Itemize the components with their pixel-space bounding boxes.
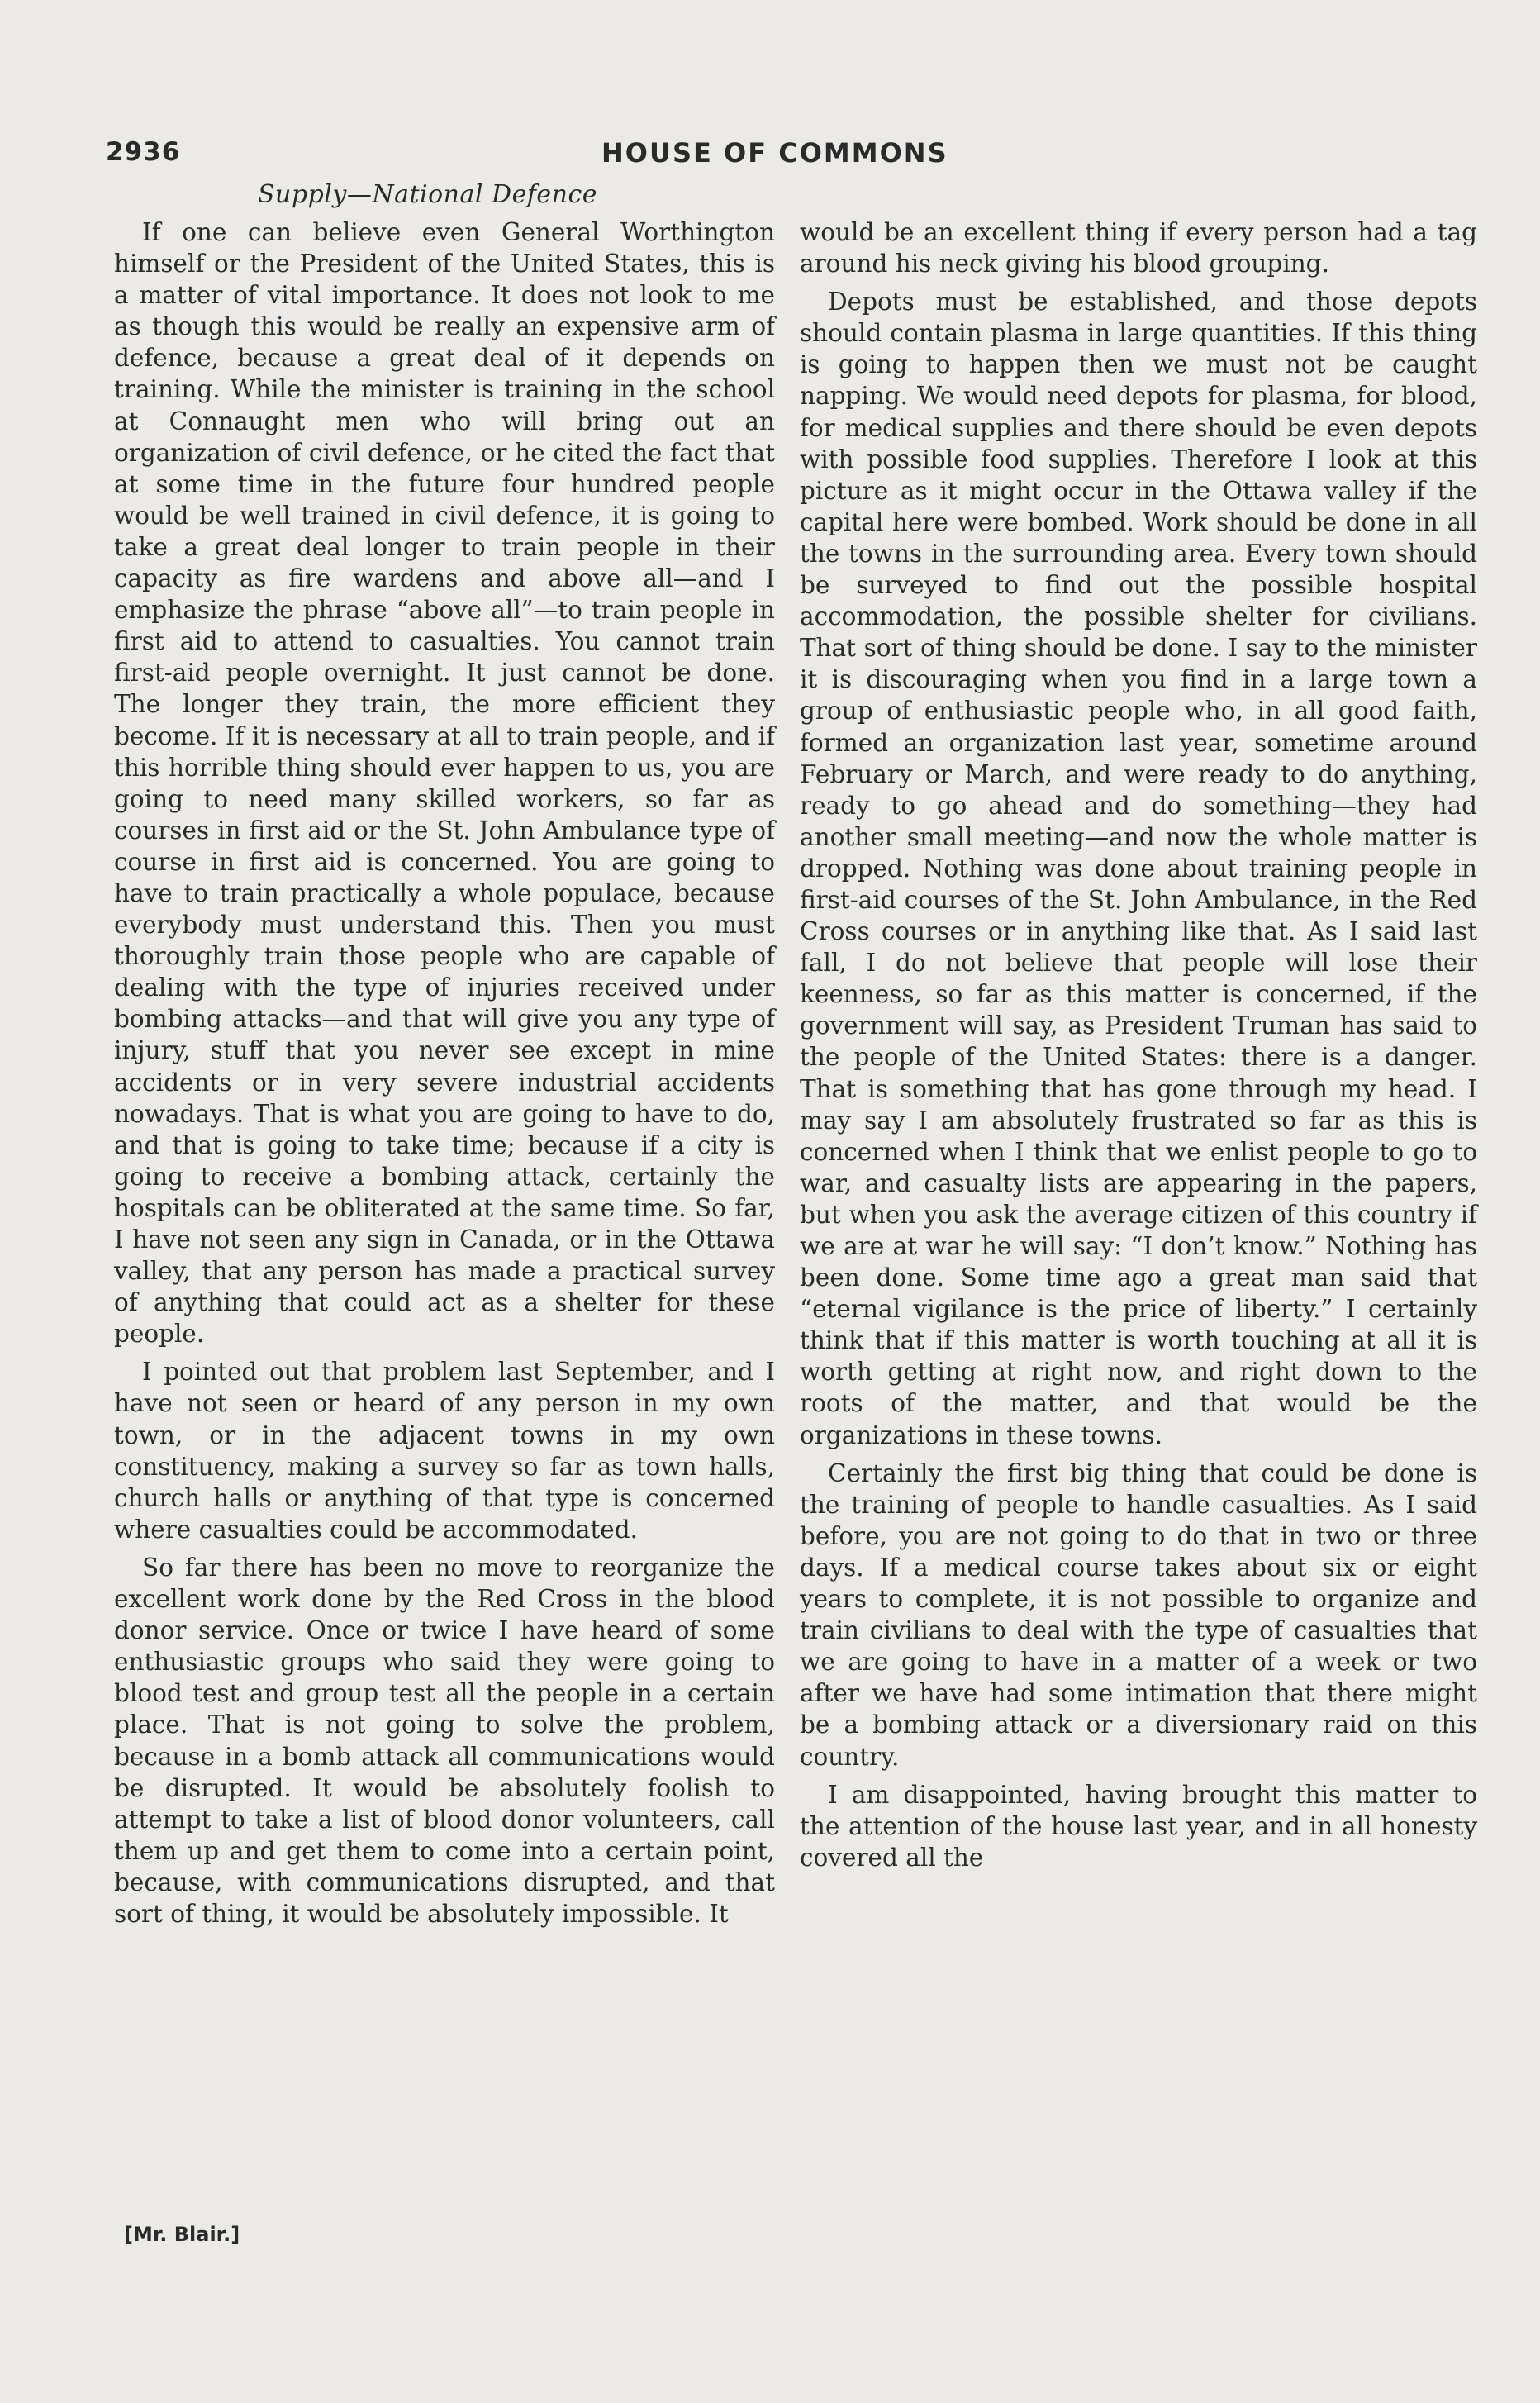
left-column [114, 217, 775, 1936]
paragraph: If one can believe even General Worthington himself or the President of the United States, this is a matter of vital importance. It does not look to me as though this would be really an expensive arm of defence, because a great deal of it depends on training. While the minister is training in the school at Connaught men who will bring out an organization of civil defence, or he cited the fact that at some time in the future four hundred people would be well trained in civil defence, it is going to take a great deal longer to train people in their capacity as fire wardens and above all—and I emphasize the phrase “above all”—to train people in first aid to attend to casualties. You cannot train first-aid people overnight. It just cannot be done. The longer they train, the more efficient they become. If it is necessary at all to train people, and if this horrible thing should ever happen to us, you are going to need many skilled workers, so far as courses in first aid or the St. John Ambulance type of course in first aid is concerned. You are going to have to train practically a whole populace, because everybody must understand this. Then you must thoroughly train those people who are capable of dealing with the type of injuries received under bombing attacks—and that will give you any type of injury, stuff that you never see except in mine accidents or in very severe industrial accidents nowadays. That is what you are going to have to do, and that is going to take time; because if a city is going to receive a bombing attack, certainly the hospitals can be obliterated at the same time. So far, I have not seen any sign in Canada, or in the Ottawa valley, that any person has made a practical survey of anything that could act as a shelter for these people. [114, 218, 775, 1349]
page-number: 2936 [106, 137, 181, 167]
running-head: Supply—National Defence [258, 180, 598, 209]
page-title: HOUSE OF COMMONS [601, 137, 948, 169]
right-column [800, 217, 1477, 1880]
paragraph: Depots must be established, and those depots should contain plasma in large quantities. If this thing is going to happen then we must not be caught napping. We would need depots for plasma, for blood, for medical supplies and there should be even depots with possible food supplies. Therefore I look at this picture as it might occur in the Ottawa valley if the capital here were bombed. Work should be done in all the towns in the surrounding area. Every town should be surveyed to find out the possible hospital accommodation, the possible shelter for civilians. That sort of thing should be done. I say to the minister it is discouraging when you find in a large town a group of enthusiastic people who, in all good faith, formed an organization last year, sometime around February or March, and were ready to do anything, ready to go ahead and do something—they had another small meeting—and now the whole matter is dropped. Nothing was done about training people in first-aid courses of the St. John Ambulance, in the Red Cross courses or in anything like that. As I said last fall, I do not believe that people will lose their keenness, so far as this matter is concerned, if the government will say, as President Truman has said to the people of the United States: there is a danger. That is something that has gone through my head. I may say I am absolutely frustrated so far as this is concerned when I think that we enlist people to go to war, and casualty lists are appearing in the papers, but when you ask the average citizen of this country if we are at war he will say: “I don’t know.” Nothing has been done. Some time ago a great man said that “eternal vigilance is the price of liberty.” I certainly think that if this matter is worth touching at all it is worth getting at right now, and right down to the roots of the matter, and that would be the organizations in these towns. [800, 288, 1477, 1449]
page-header [106, 137, 1477, 178]
paragraph: I am disappointed, having brought this matter to the attention of the house last year, and in all honesty covered all the [800, 1780, 1477, 1872]
paragraph-continuation: would be an excellent thing if every person had a tag around his neck giving his blood grouping. [800, 218, 1477, 278]
paragraph: I pointed out that problem last September, and I have not seen or heard of any person in my own town, or in the adjacent towns in my own constituency, making a survey so far as town halls, church halls or anything of that type is concerned where casualties could be accommodated. [114, 1358, 775, 1544]
paragraph: Certainly the first big thing that could be done is the training of people to handle casualties. As I said before, you are not going to do that in two or three days. If a medical course takes about six or eight years to complete, it is not possible to organize and train civilians to deal with the type of casualties that we are going to have in a matter of a week or two after we have had some intimation that there might be a bombing attack or a diversionary raid on this country. [800, 1458, 1477, 1771]
paragraph: So far there has been no move to reorganize the excellent work done by the Red Cross in the blood donor service. Once or twice I have heard of some enthusiastic groups who said they were going to blood test and group test all the people in a certain place. That is not going to solve the problem, because in a bomb attack all communications would be disrupted. It would be absolutely foolish to attempt to take a list of blood donor volunteers, call them up and get them to come into a certain point, because, with communications disrupted, and that sort of thing, it would be absolutely impossible. It [114, 1553, 775, 1928]
speaker-attribution: [Mr. Blair.] [124, 2223, 240, 2246]
